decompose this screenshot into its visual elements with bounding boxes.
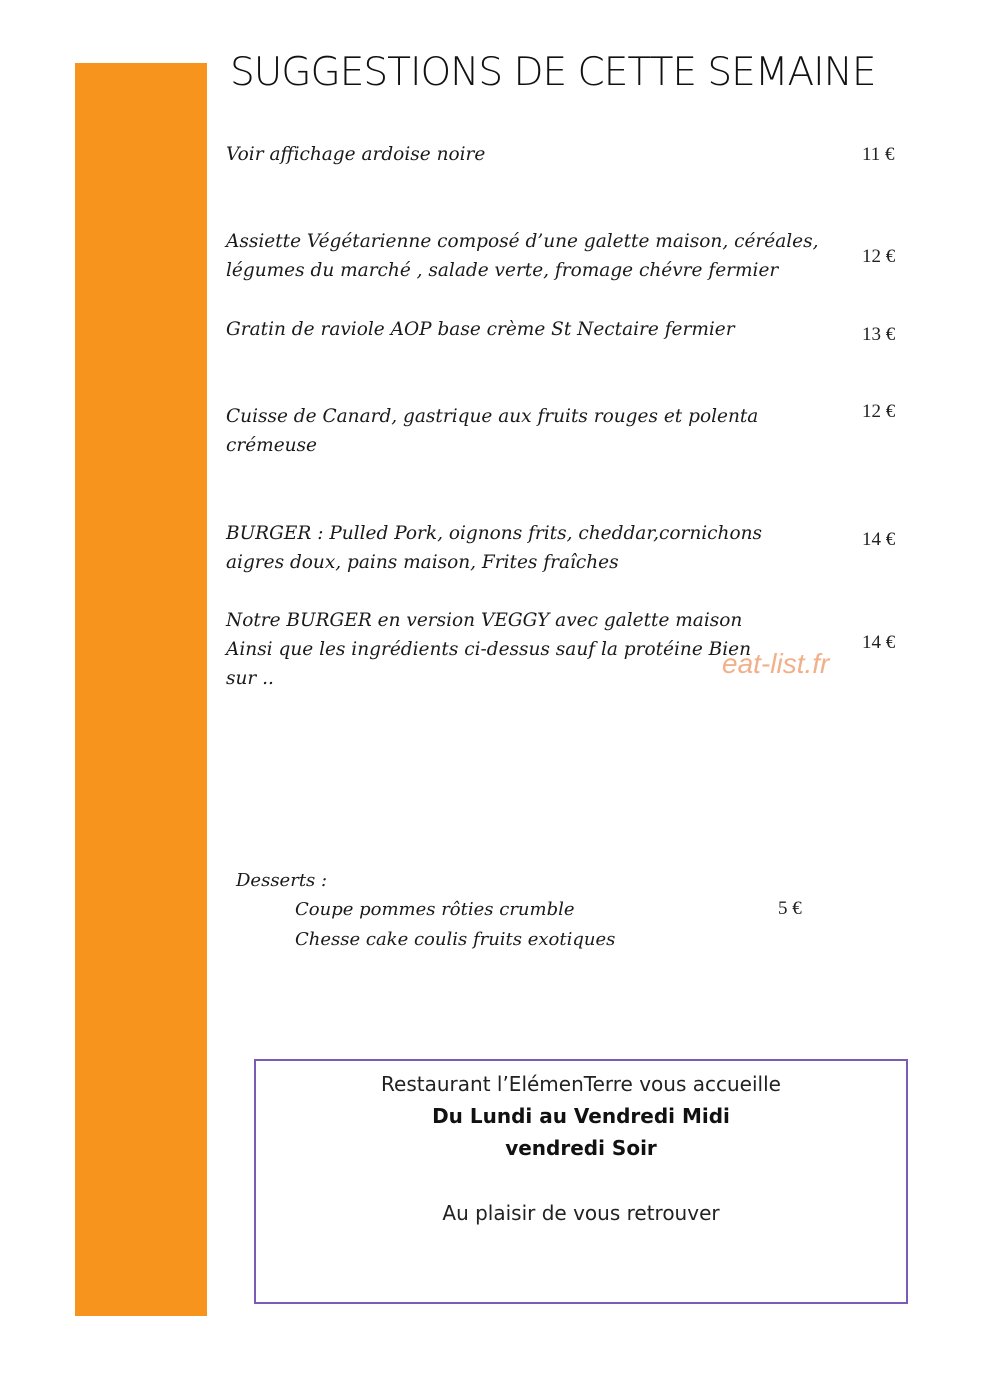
dessert-item-1: Coupe pommes rôties crumble xyxy=(295,899,575,920)
info-days: Du Lundi au Vendredi Midi xyxy=(432,1104,730,1128)
menu-item-6-line-3: sur .. xyxy=(226,668,274,689)
menu-item-6-price: 14 € xyxy=(862,632,896,653)
orange-side-bar xyxy=(75,63,207,1316)
menu-item-6-line-2: Ainsi que les ingrédients ci-dessus sauf la protéine Bien xyxy=(226,639,752,660)
menu-item-5-line-2: aigres doux, pains maison, Frites fraîches xyxy=(226,552,619,573)
info-welcome: Restaurant l’ElémenTerre vous accueille xyxy=(381,1072,781,1096)
menu-item-1-price: 11 € xyxy=(862,144,895,165)
menu-item-3 xyxy=(226,315,826,344)
dessert-price: 5 € xyxy=(778,898,802,919)
menu-item-4-line-2: crémeuse xyxy=(226,435,318,456)
menu-item-5 xyxy=(226,519,826,577)
menu-item-4 xyxy=(226,402,826,460)
page-title: SUGGESTIONS DE CETTE SEMAINE xyxy=(230,50,876,95)
menu-item-1-line-1: Voir affichage ardoise noire xyxy=(226,144,486,165)
menu-item-5-line-1: BURGER : Pulled Pork, oignons frits, cheddar,cornichons xyxy=(226,523,763,544)
info-box xyxy=(254,1059,908,1304)
watermark: eat-list.fr xyxy=(722,648,830,679)
menu-item-6-line-1: Notre BURGER en version VEGGY avec galette maison xyxy=(226,610,743,631)
info-evening: vendredi Soir xyxy=(505,1136,657,1160)
menu-item-2-line-2: légumes du marché , salade verte, fromage chévre fermier xyxy=(226,260,779,281)
menu-item-4-line-1: Cuisse de Canard, gastrique aux fruits rouges et polenta xyxy=(226,406,759,427)
menu-item-2-line-1: Assiette Végétarienne composé d’une galette maison, céréales, xyxy=(226,231,819,252)
menu-item-3-price: 13 € xyxy=(862,324,896,345)
info-closing: Au plaisir de vous retrouver xyxy=(442,1201,720,1225)
menu-item-2 xyxy=(226,227,826,285)
menu-item-2-price: 12 € xyxy=(862,246,896,267)
menu-item-3-line-1: Gratin de raviole AOP base crème St Nectaire fermier xyxy=(226,319,735,340)
dessert-item-2: Chesse cake coulis fruits exotiques xyxy=(295,929,616,950)
menu-item-1 xyxy=(226,140,826,169)
desserts-heading: Desserts : xyxy=(236,870,328,891)
menu-item-4-price: 12 € xyxy=(862,401,896,422)
menu-item-5-price: 14 € xyxy=(862,529,896,550)
